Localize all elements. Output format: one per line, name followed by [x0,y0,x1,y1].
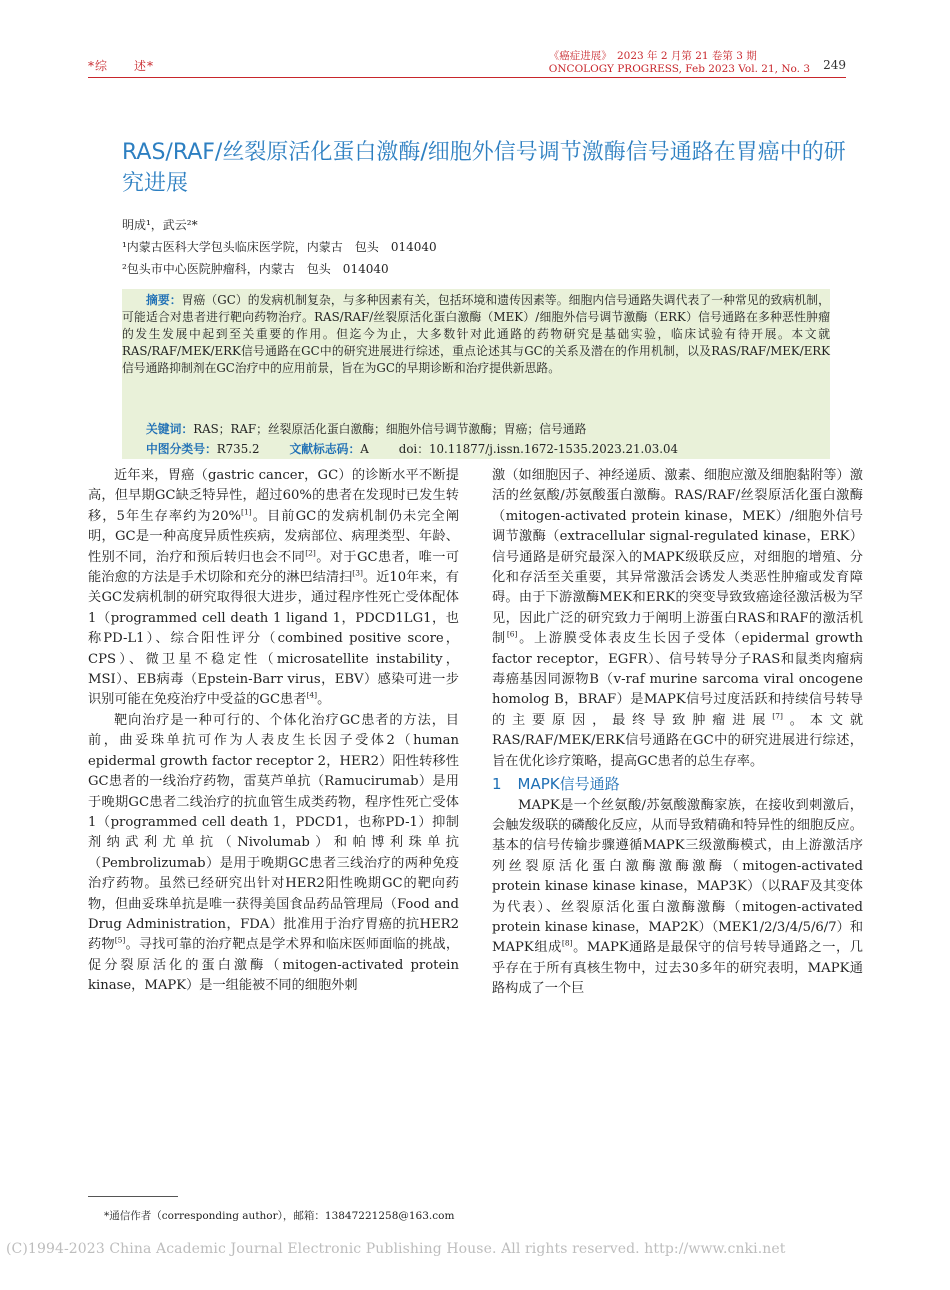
section-title: MAPK信号通路 [517,775,620,794]
doc-code: A [360,442,369,456]
section-label: *综 述* [88,59,155,73]
section-heading [492,774,863,794]
copyright-watermark: (C)1994-2023 China Academic Journal Electronic Publishing House. All rights reserved. http://www.cnki.net [6,1241,786,1257]
clc-label: 中图分类号： [146,442,217,456]
header-rule [88,77,846,78]
keywords [146,420,586,437]
classification [146,440,678,457]
article-title: RAS/RAF/丝裂原活化蛋白激酶/细胞外信号调节激酶信号通路在胃癌中的研究进展 [122,140,846,196]
paragraph: 近年来，胃癌（gastric cancer，GC）的诊断水平不断提高，但早期GC缺乏特异性，超过60%的患者在发现时已发生转移，5年生存率约为20%[1]。目前GC的发病机制仍未完全阐明，GC是一种高度异质性疾病，发病部位、病理类型、年龄、性别不同，治疗和预后转归也会不同[2]。对于GC患者，唯一可能治愈的方法是手术切除和充分的淋巴结清扫[3]。近10年来，有关GC发病机制的研究取得很大进步，通过程序性死亡受体配体1（programmed cell death 1 ligand 1，PDCD1LG1，也称PD-L1）、综合阳性评分（combined positive score，CPS）、微卫星不稳定性（microsatellite instability，MSI）、EB病毒（Epstein-Barr virus，EBV）感染可进一步识别可能在免疫治疗中受益的GC患者[4]。 [88,468,460,708]
clc-code: R735.2 [216,442,260,456]
journal-info [549,50,810,76]
body-column-left [88,466,459,997]
section-number: 1 [492,775,502,794]
paragraph: 靶向治疗是一种可行的、个体化治疗GC患者的方法，目前，曲妥珠单抗可作为人表皮生长因子受体2（human epidermal growth factor receptor 2，HER2）阳性转移性GC患者的一线治疗药物，雷莫芦单抗（Ramucirumab）是用于晚期GC患者二线治疗的抗血管生成类药物，程序性死亡受体1（programmed cell death 1，PDCD1，也称PD-1）抑制剂纳武利尤单抗（Nivolumab）和帕博利珠单抗（Pembrolizumab）是用于晚期GC患者三线治疗的两种免疫治疗药物。虽然已经研究出针对HER2阳性晚期GC的靶向药物，但曲妥珠单抗是唯一获得美国食品药品管理局（Food and Drug Administration，FDA）批准用于治疗胃癌的抗HER2药物[5]。寻找可靠的治疗靶点是学术界和临床医师面临的挑战，促分裂原活化的蛋白激酶（mitogen-activated protein kinase，MAPK）是一组能被不同的细胞外刺 [88,712,460,994]
abstract-label: 摘要： [146,293,182,307]
page-number: 249 [823,58,846,72]
doc-code-label: 文献标志码： [289,442,361,456]
authors: 明成¹，武云²* [122,218,198,232]
footnote: *通信作者（corresponding author），邮箱：13847221258@163.com [104,1210,455,1222]
abstract [122,292,830,377]
paragraph: 激（如细胞因子、神经递质、激素、细胞应激及细胞黏附等）激活的丝氨酸/苏氨酸蛋白激酶。RAS/RAF/丝裂原活化蛋白激酶（mitogen-activated protein kinase，MEK）/细胞外信号调节激酶（extracellular signal-regulated kinase，ERK）信号通路是研究最深入的MAPK级联反应，对细胞的增殖、分化和存活至关重要，其异常激活会诱发人类恶性肿瘤或发育障碍。由于下游激酶MEK和ERK的突变导致致癌途径激活极为罕见，因此广泛的研究致力于阐明上游蛋白RAS和RAF的激活机制[6]。上游膜受体表皮生长因子受体（epidermal growth factor receptor，EGFR）、信号转导分子RAS和鼠类肉瘤病毒癌基因同源物B（v-raf murine sarcoma viral oncogene homolog B，BRAF）是MAPK信号过度活跃和持续信号转导的主要原因，最终导致肿瘤进展[7]。本文就RAS/RAF/MEK/ERK信号通路在GC中的研究进展进行综述，旨在优化诊疗策略，提高GC患者的总生存率。 [492,468,864,769]
affiliation-1: ¹内蒙古医科大学包头临床医学院，内蒙古 包头 014040 [122,240,437,254]
body-column-right [492,466,863,1000]
abstract-text: 胃癌（GC）的发病机制复杂，与多种因素有关，包括环境和遗传因素等。细胞内信号通路失调代表了一种常见的致病机制，可能适合对患者进行靶向药物治疗。RAS/RAF/丝裂原活化蛋白激酶（MEK）/细胞外信号调节激酶（ERK）信号通路在多种恶性肿瘤的发生发展中起到至关重要的作用。但迄今为止，大多数针对此通路的药物研究是基础实验，临床试验有待开展。本文就RAS/RAF/MEK/ERK信号通路在GC中的研究进展进行综述，重点论述其与GC的关系及潜在的作用机制，以及RAS/RAF/MEK/ERK信号通路抑制剂在GC治疗中的应用前景，旨在为GC的早期诊断和治疗提供新思路。 [122,293,830,375]
footnote-rule [88,1196,178,1197]
affiliation-2: ²包头市中心医院肿瘤科，内蒙古 包头 014040 [122,262,389,276]
paragraph: MAPK是一个丝氨酸/苏氨酸激酶家族，在接收到刺激后，会触发级联的磷酸化反应，从而导致精确和特异性的细胞反应。基本的信号传输步骤遵循MAPK三级激酶模式，由上游激活序列丝裂原活化蛋白激酶激酶激酶（mitogen-activated protein kinase kinase kinase，MAP3K）（以RAF及其变体为代表）、丝裂原活化蛋白激酶激酶（mitogen-activated protein kinase kinase，MAP2K）（MEK1/2/3/4/5/6/7）和MAPK组成[8]。MAPK通路是最保守的信号转导通路之一，几乎存在于所有真核生物中，过去30多年的研究表明，MAPK通路构成了一个巨 [492,797,864,997]
doi: doi：10.11877/j.issn.1672-1535.2023.21.03.04 [398,442,678,456]
journal-line-en: ONCOLOGY PROGRESS, Feb 2023 Vol. 21, No. 3 [548,63,810,75]
keywords-label: 关键词： [146,422,194,436]
journal-line-cn: 《癌症进展》 2023 年 2 月第 21 卷第 3 期 [548,50,757,62]
keywords-text: RAS；RAF；丝裂原活化蛋白激酶；细胞外信号调节激酶；胃癌；信号通路 [193,422,587,436]
